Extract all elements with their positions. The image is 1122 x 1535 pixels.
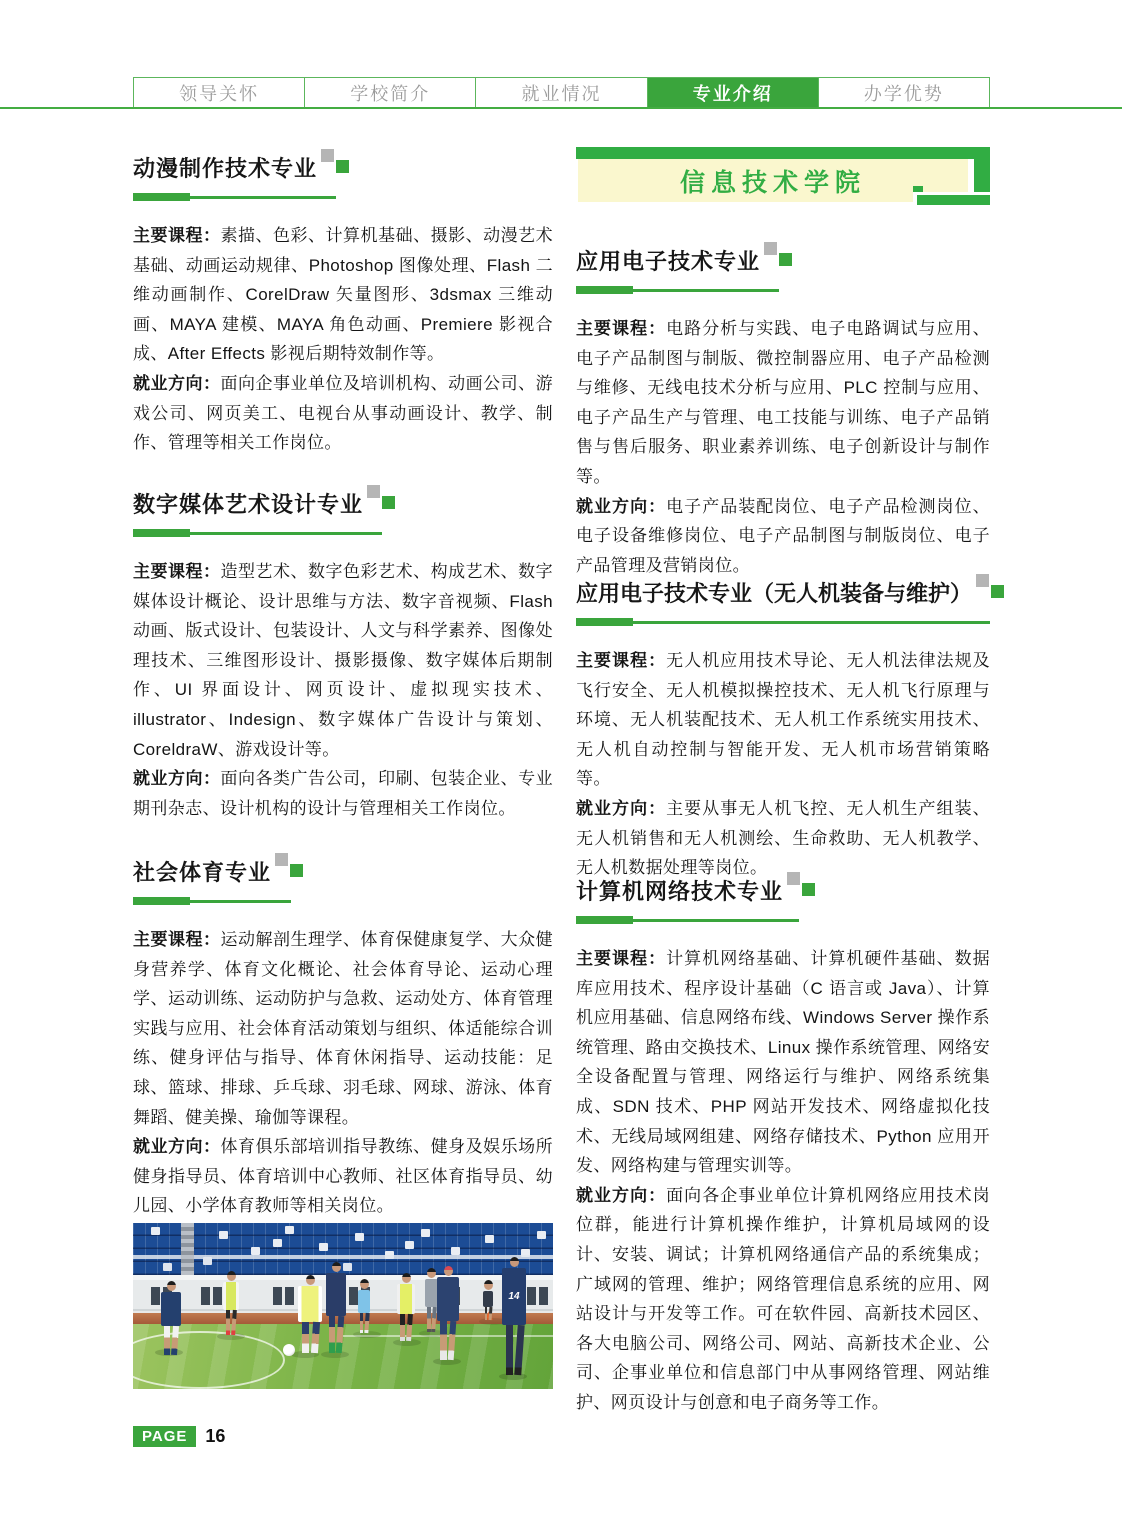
section-animation-major (133, 153, 553, 458)
careers-text: 主要从事无人机飞控、无人机生产组装、无人机销售和无人机测绘、生命救助、无人机教学、无人机数据处理等岗位。 (576, 798, 991, 878)
tab-advantages[interactable]: 办学优势 (818, 78, 989, 107)
section-title (133, 153, 317, 185)
courses-text: 计算机网络基础、计算机硬件基础、数据库应用技术、程序设计基础（C 语言或 Java）、计算机应用基础、信息网络布线、Windows Server 操作系统管理、路由交换技术、Linux 操作系统管理、网络安全设备配置与管理、网络运行与维护、网络系统集成、SDN 技术、PHP 网站开发技术、网络虚拟化技术、无线局域网组建、网络存储技术、Python 应用开发、网络构建与管理实训等。 (576, 949, 991, 1176)
careers-text: 面向企事业单位及培训机构、动画公司、游戏公司、网页美工、电视台从事动画设计、教学、制作、管理等相关工作岗位。 (133, 373, 554, 453)
section-digital-media-major (133, 489, 553, 823)
tab-employment[interactable]: 就业情况 (475, 78, 646, 107)
section-applied-electronics-major (576, 246, 990, 580)
college-banner-box (578, 159, 968, 202)
section-body (576, 314, 990, 580)
deco-green-square-icon (382, 496, 395, 509)
banner-frame-hook (913, 192, 990, 205)
careers-label: 就业方向： (576, 1185, 667, 1205)
courses-label: 主要课程： (133, 562, 221, 581)
careers-label: 就业方向： (133, 1137, 221, 1157)
soccer-ball (283, 1344, 295, 1356)
deco-gray-square-icon (787, 872, 800, 885)
soccer-player (356, 1279, 372, 1333)
banner-frame-top (576, 147, 990, 159)
courses-label: 主要课程： (576, 319, 667, 338)
section-title-text: 应用电子技术专业 (576, 249, 761, 274)
title-underline (133, 193, 336, 201)
careers-label: 就业方向： (133, 373, 221, 393)
careers-text: 电子产品装配岗位、电子产品检测岗位、电子设备维修岗位、电子产品制图与制版岗位、电子产品管理及营销岗位。 (576, 496, 991, 575)
deco-gray-square-icon (976, 574, 989, 587)
soccer-player (395, 1273, 417, 1341)
soccer-player (221, 1271, 241, 1335)
section-title-text: 应用电子技术专业（无人机装备与维护） (576, 581, 973, 606)
courses-text: 素描、色彩、计算机基础、摄影、动漫艺术基础、动画运动规律、Photoshop 图像处理、Flash 二维动画制作、CorelDraw 矢量图形、3dsmax 三维动画、MAYA 建模、MAYA 角色动画、Premiere 影视合成、After Effects 影视后期特效制作等。 (133, 226, 554, 364)
soccer-player-14 (499, 1257, 529, 1375)
tab-majors[interactable]: 专业介绍 (647, 78, 818, 107)
section-uav-major (576, 578, 990, 883)
deco-green-square-icon (991, 585, 1004, 598)
title-underline (576, 618, 990, 626)
title-underline (576, 286, 779, 294)
title-underline (133, 529, 382, 537)
section-body (576, 944, 990, 1418)
page-footer (133, 1426, 225, 1447)
deco-green-square-icon (802, 883, 815, 896)
college-banner-title: 信息技术学院 (679, 168, 866, 197)
section-body (133, 221, 553, 458)
deco-green-square-icon (779, 253, 792, 266)
jersey-number: 14 (508, 1291, 520, 1303)
courses-text: 电路分析与实践、电子电路调试与应用、电子产品制图与制版、微控制器应用、电子产品检测与维修、无线电技术分析与应用、PLC 控制与应用、电子产品生产与管理、电工技能与训练、电子产品销售与售后服务、职业素养训练、电子创新设计与制作等。 (576, 319, 991, 486)
careers-text: 面向各企事业单位计算机网络应用技术岗位群，能进行计算机操作维护，计算机局域网的设计、安装、调试；计算机网络通信产品的系统集成；广域网的管理、维护；网络管理信息系统的应用、网站设计与开发等工作。可在软件园、高新技术园区、各大电脑公司、网络公司、网站、高新技术企业、公司、企事业单位和信息部门中从事网络管理、网站维护、网页设计与创意和电子商务等工作。 (576, 1185, 991, 1412)
careers-label: 就业方向： (133, 769, 221, 789)
page-number: 16 (205, 1426, 226, 1446)
deco-gray-square-icon (275, 853, 288, 866)
deco-gray-square-icon (764, 242, 777, 255)
deco-gray-square-icon (367, 485, 380, 498)
courses-label: 主要课程： (133, 930, 221, 949)
section-title (576, 578, 972, 610)
soccer-player (482, 1280, 494, 1320)
tab-leader-care[interactable]: 领导关怀 (179, 83, 260, 104)
soccer-player (434, 1266, 462, 1360)
section-title-text: 社会体育专业 (133, 860, 272, 885)
title-underline (133, 897, 291, 905)
section-body (133, 925, 553, 1221)
section-body (133, 557, 553, 823)
section-social-sports-major (133, 857, 553, 1221)
deco-green-square-icon (290, 864, 303, 877)
section-body (576, 646, 990, 883)
deco-green-square-icon (336, 160, 349, 173)
careers-text: 体育俱乐部培训指导教练、健身及娱乐场所健身指导员、体育培训中心教师、社区体育指导员、幼儿园、小学体育教师等相关岗位。 (133, 1137, 554, 1216)
top-nav (133, 77, 990, 108)
courses-label: 主要课程： (576, 949, 667, 968)
careers-text: 面向各类广告公司，印刷、包装企业、专业期刊杂志、设计机构的设计与管理相关工作岗位。 (133, 769, 554, 818)
section-title (576, 246, 760, 278)
page-badge: PAGE (133, 1426, 196, 1447)
college-banner (576, 147, 990, 205)
careers-label: 就业方向： (576, 496, 667, 516)
section-title-text: 数字媒体艺术设计专业 (133, 492, 364, 517)
title-underline (576, 916, 799, 924)
courses-text: 无人机应用技术导论、无人机法律法规及飞行安全、无人机模拟操控技术、无人机飞行原理与环境、无人机装配技术、无人机工作系统实用技术、无人机自动控制与智能开发、无人机市场营销策略等。 (576, 651, 991, 789)
campus-sports-photo (133, 1223, 553, 1389)
section-title (576, 876, 783, 908)
tab-school-intro[interactable]: 学校简介 (304, 78, 475, 107)
courses-label: 主要课程： (133, 226, 221, 245)
section-title (133, 857, 271, 889)
soccer-player (295, 1275, 325, 1353)
deco-gray-square-icon (321, 149, 334, 162)
section-title (133, 489, 363, 521)
section-title-text: 动漫制作技术专业 (133, 156, 318, 181)
section-computer-network-major (576, 876, 990, 1418)
careers-label: 就业方向： (576, 798, 667, 818)
courses-label: 主要课程： (576, 651, 667, 670)
stadium-rail (133, 1255, 553, 1259)
courses-text: 造型艺术、数字色彩艺术、构成艺术、数字媒体设计概论、设计思维与方法、数字音视频、Flash 动画、版式设计、包装设计、人文与科学素养、图像处理技术、三维图形设计、摄影摄像、数字媒体后期制作、UI 界面设计、网页设计、虚拟现实技术、illustrator、Indesign、数字媒体广告设计与策划、CoreldraW、游戏设计等。 (133, 562, 554, 759)
section-title-text: 计算机网络技术专业 (576, 879, 784, 904)
nav-underline (0, 107, 1122, 109)
soccer-player (323, 1262, 349, 1353)
courses-text: 运动解剖生理学、体育保健康复学、大众健身营养学、体育文化概论、社会体育导论、运动心理学、运动训练、运动防护与急救、运动处方、体育管理实践与应用、社会体育活动策划与组织、体适能综合训练、健身评估与指导、体育休闲指导、运动技能：足球、篮球、排球、乒乓球、羽毛球、网球、游泳、体育舞蹈、健美操、瑜伽等课程。 (133, 930, 554, 1127)
stadium-stairs (181, 1223, 194, 1275)
soccer-player (158, 1281, 184, 1355)
